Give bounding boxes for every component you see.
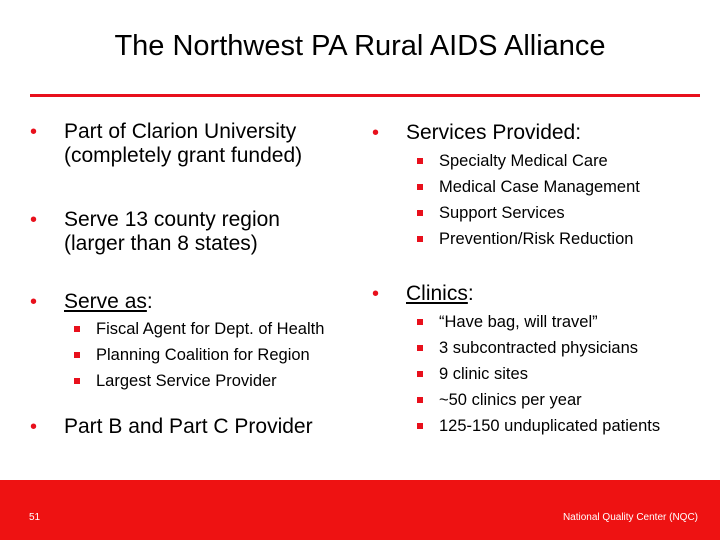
right-column-2	[372, 282, 712, 439]
bullet-clarion	[30, 120, 375, 168]
right-column	[372, 121, 712, 252]
square-bullet-icon	[417, 423, 423, 429]
services-sublist	[417, 148, 712, 252]
bullet-colon: :	[146, 290, 153, 313]
bullet-marker: •	[372, 283, 380, 305]
list-item: Specialty Medical Care	[417, 148, 712, 174]
title-divider	[30, 94, 700, 97]
bullet-colon: :	[467, 282, 474, 305]
square-bullet-icon	[74, 326, 80, 332]
square-bullet-icon	[417, 184, 423, 190]
clinics-sublist	[417, 309, 712, 439]
left-column	[30, 120, 375, 168]
list-item: ~50 clinics per year	[417, 387, 712, 413]
bullet-marker: •	[30, 121, 38, 143]
footer-organization: National Quality Center (NQC)	[562, 512, 698, 523]
list-item: Fiscal Agent for Dept. of Health	[74, 316, 375, 342]
bullet-text: Clinics	[406, 282, 468, 305]
list-item: Planning Coalition for Region	[74, 342, 375, 368]
bullet-text: Part of Clarion University	[64, 120, 297, 143]
bullet-region	[30, 208, 375, 256]
bullet-colon: :	[575, 121, 582, 144]
serve-as-sublist	[74, 316, 375, 394]
list-item: 9 clinic sites	[417, 361, 712, 387]
list-item: Largest Service Provider	[74, 368, 375, 394]
square-bullet-icon	[417, 210, 423, 216]
list-item: 125-150 unduplicated patients	[417, 413, 712, 439]
square-bullet-icon	[417, 236, 423, 242]
bullet-text: Serve as	[64, 290, 147, 313]
bullet-clinics	[372, 282, 712, 306]
list-item: “Have bag, will travel”	[417, 309, 712, 335]
square-bullet-icon	[417, 345, 423, 351]
square-bullet-icon	[74, 378, 80, 384]
square-bullet-icon	[417, 319, 423, 325]
list-item: Medical Case Management	[417, 174, 712, 200]
bullet-text-line2: (larger than 8 states)	[64, 232, 258, 255]
bullet-text: Serve 13 county region	[64, 208, 280, 231]
bullet-marker: •	[30, 291, 38, 313]
square-bullet-icon	[74, 352, 80, 358]
left-column-2	[30, 208, 375, 256]
footer-bar	[0, 480, 720, 540]
list-item: 3 subcontracted physicians	[417, 335, 712, 361]
slide-number: 51	[29, 512, 41, 523]
list-item: Support Services	[417, 200, 712, 226]
bullet-text-line2: (completely grant funded)	[64, 144, 303, 167]
bullet-text: Services Provided	[406, 121, 576, 144]
bullet-marker: •	[30, 416, 38, 438]
left-column-4	[30, 415, 375, 439]
bullet-part-b-c	[30, 415, 375, 439]
square-bullet-icon	[417, 371, 423, 377]
list-item: Prevention/Risk Reduction	[417, 226, 712, 252]
slide-title: The Northwest PA Rural AIDS Alliance	[114, 30, 606, 62]
bullet-marker: •	[372, 122, 380, 144]
bullet-text: Part B and Part C Provider	[64, 415, 313, 438]
bullet-serve-as	[30, 290, 375, 314]
bullet-marker: •	[30, 209, 38, 231]
square-bullet-icon	[417, 158, 423, 164]
square-bullet-icon	[417, 397, 423, 403]
bullet-services	[372, 121, 712, 145]
left-column-3	[30, 290, 375, 394]
